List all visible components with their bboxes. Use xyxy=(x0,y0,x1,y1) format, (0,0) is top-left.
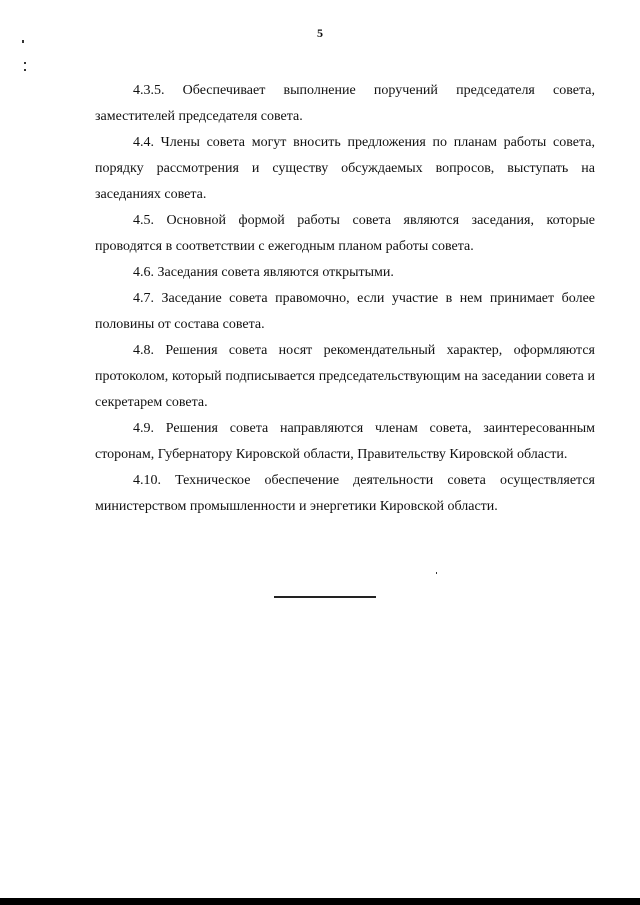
scan-speck xyxy=(24,62,26,64)
scan-bottom-edge xyxy=(0,898,640,905)
paragraph-4-8: 4.8. Решения совета носят рекомендательный характер, оформляются протоколом, который подписывается председательствующим на заседании совета и секретарем совета. xyxy=(95,343,595,410)
paragraph-4-3-5: 4.3.5. Обеспечивает выполнение поручений председателя совета, заместителей председателя совета. xyxy=(95,83,595,124)
scan-speck xyxy=(436,572,437,574)
page-number: 5 xyxy=(317,26,323,40)
scan-speck xyxy=(22,40,24,43)
paragraph-4-4: 4.4. Члены совета могут вносить предложения по планам работы совета, порядку рассмотрения и существу обсуждаемых вопросов, выступать на заседаниях совета. xyxy=(95,135,595,202)
paragraph-4-5: 4.5. Основной формой работы совета являются заседания, которые проводятся в соответствии с ежегодным планом работы совета. xyxy=(95,213,595,254)
paragraph-4-9: 4.9. Решения совета направляются членам совета, заинтересованным сторонам, Губернатору Кировской области, Правительству Кировской области. xyxy=(95,421,595,462)
document-body xyxy=(95,78,595,520)
paragraph-4-6: 4.6. Заседания совета являются открытыми. xyxy=(133,265,394,280)
closing-divider xyxy=(274,596,376,598)
paragraph-4-7: 4.7. Заседание совета правомочно, если участие в нем принимает более половины от состава совета. xyxy=(95,291,595,332)
scan-speck xyxy=(24,69,26,71)
paragraph-4-10: 4.10. Техническое обеспечение деятельности совета осуществляется министерством промышленности и энергетики Кировской области. xyxy=(95,473,595,514)
